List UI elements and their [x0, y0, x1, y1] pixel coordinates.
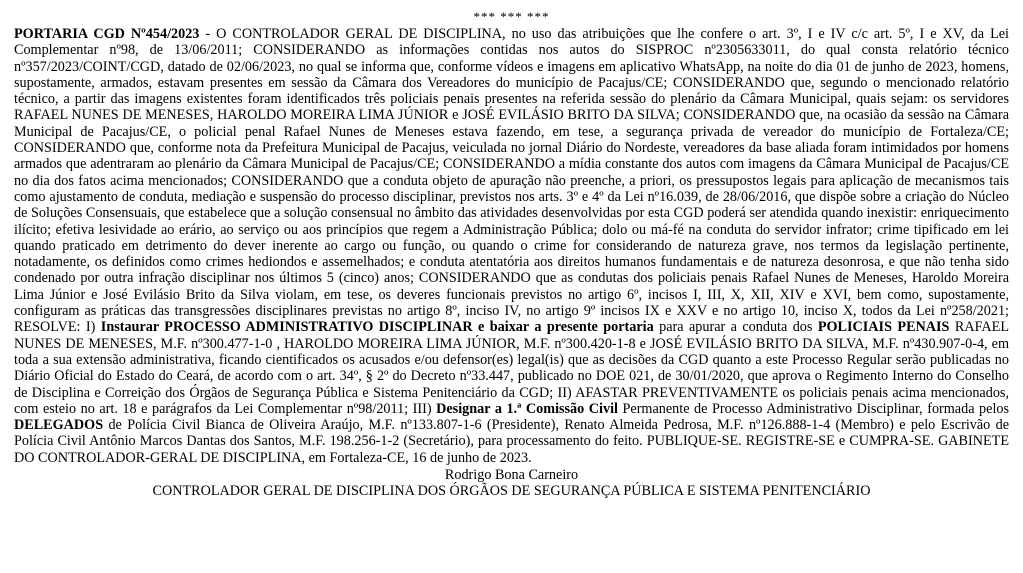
portaria-text-2: para apurar a conduta dos: [653, 319, 818, 336]
section-separator: *** *** ***: [473, 9, 550, 24]
signatory-name: Rodrigo Bona Carneiro: [444, 467, 579, 484]
portaria-policiais-penais: POLICIAIS PENAIS: [817, 319, 950, 336]
portaria-delegados: DELEGADOS: [14, 417, 104, 434]
portaria-text-1: - O CONTROLADOR GERAL DE DISCIPLINA, no uso das atribuições que lhe confere o art. 3º, I e IV c/c art. 5º, I e XV, da Lei Complementar nº98, de 13/06/2011; CONSIDERANDO as informações contidas nos autos do SISPROC nº2305633011, do qual consta relatório técnico nº357/2023/COINT/CGD, datado de 02/06/2023, no qual se informa que, conforme vídeos e imagens em aplicativo WhatsApp, na noite do dia 01 de junho de 2023, homens, supostamente, armados, estavam presentes em sessão da Câmara dos Vereadores do município de Pacajus/CE; CONSIDERANDO que, segundo o mencionado relatório técnico, a partir das imagens existentes foram identificados três policiais penais presentes na referida sessão do plenário da Câmara Municipal, quais sejam: os servidores RAFAEL NUNES DE MENESES, HAROLDO MOREIRA LIMA JÚNIOR e JOSÉ EVILÁSIO BRITO DA SILVA; CONSIDERANDO que, na ocasião da sessão na Câmara Municipal de Pacajus/CE, o policial penal Rafael Nunes de Meneses estava fazendo, em tese, a segurança privada de vereador do município de Fortaleza/CE; CONSIDERANDO que, conforme nota da Prefeitura Municipal de Pacajus, veiculada no jornal Diário do Nordeste, vereadores da base aliada foram intimidados por homens armados que adentraram ao plenário da Câmara Municipal de Pacajus/CE; CONSIDERANDO a mídia constante dos autos com imagens da Câmara Municipal de Pacajus/CE no dia dos fatos acima mencionados; CONSIDERANDO que a conduta objeto de apuração não preenche, a priori, os pressupostos legais para aplicação de mecanismos tais como ajustamento de conduta, mediação e suspensão do processo disciplinar, previstos nos arts. 3º e 4º da Lei nº16.039, de 28/06/2016, que dispõe sobre a criação do Núcleo de Soluções Consensuais, que estabelece que a solução consensual no âmbito das atividades desenvolvidas por esta CGD poderá ser atendida quando inexistir: enriquecimento ilícito; efetiva lesividade ao erário, ao serviço ou aos princípios que regem a Administração Pública; dolo ou má-fé na conduta do servidor infrator; crime tipificado em lei quando praticado em detrimento do dever inerente ao cargo ou função, ou quando o crime for considerando de natureza grave, nos termos da legislação pertinente, notadamente, os definidos como crimes hediondos e assemelhados; e conduta atentatória aos direitos humanos fundamentais e de natureza desonrosa, e que não tenha sido condenado por outra infração disciplinar nos últimos 5 (cinco) anos; CONSIDERANDO que as condutas dos policiais penais Rafael Nunes de Meneses, Haroldo Moreira Lima Júnior e José Evilásio Brito da Silva violam, em tese, os deveres funcionais previstos no artigo 6º, incisos I, III, X, XII, XIV e XVI, bem como, supostamente, configuram as práticas das transgressões disciplinares previstas no artigo 8º, inciso IV, no artigo 9º incisos IX e XXV e no artigo 10, inciso X, todos da Lei nº258/2021; RESOLVE: I): [14, 26, 1009, 336]
portaria-heading: PORTARIA CGD Nº454/2023: [14, 26, 200, 42]
portaria-text-3: RAFAEL NUNES DE MENESES, M.F. nº300.477-1-0 , HAROLDO MOREIRA LIMA JÚNIOR, M.F. nº300.420-1-8 e JOSÉ EVILÁSIO BRITO DA SILVA, M.F. nº430.907-0-4, em toda a sua extensão administrativa, ficando cientificados os acusados e/ou defensor(es) legal(is) que as decisões da CGD quanto a este Processo Regular serão publicadas no Diário Oficial do Estado do Ceará, de acordo com o art. 34º, § 2º do Decreto nº33.447, publicado no DOE 021, de 30/01/2020, que aprova o Regimento Interno do Conselho de Disciplina e Correição dos Órgãos de Segurança Pública e Sistema Penitenciário da CGD; II) AFASTAR PREVENTIVAMENTE os policiais penais acima mencionados, com esteio no art. 18 e parágrafos da Lei Complementar nº98/2011; III): [14, 319, 1009, 417]
portaria-resolve-instaurar: Instaurar PROCESSO ADMINISTRATIVO DISCIPLINAR e baixar a presente portaria: [100, 319, 654, 336]
portaria-text-4: Permanente de Processo Administrativo Disciplinar, formada pelos: [617, 400, 1009, 417]
portaria-designar-comissao: Designar a 1.ª Comissão Civil: [436, 400, 618, 417]
signatory-title: CONTROLADOR GERAL DE DISCIPLINA DOS ÓRGÃOS DE SEGURANÇA PÚBLICA E SISTEMA PENITENCIÁRIO: [152, 483, 871, 500]
portaria-text-5: de Polícia Civil Bianca de Oliveira Araújo, M.F. nº133.807-1-6 (Presidente), Renato Almeida Pedrosa, M.F. nº126.888-1-4 (Membro) e pelo Escrivão de Polícia Civil Antônio Marcos Dantas dos Santos, M.F. 198.256-1-2 (Secretário), para processamento do feito. PUBLIQUE-SE. REGISTRE-SE e CUMPRA-SE. GABINETE DO CONTROLADOR-GERAL DE DISCIPLINA, em Fortaleza-CE, 16 de junho de 2023.: [14, 417, 1009, 466]
portaria-body: [14, 26, 1009, 466]
